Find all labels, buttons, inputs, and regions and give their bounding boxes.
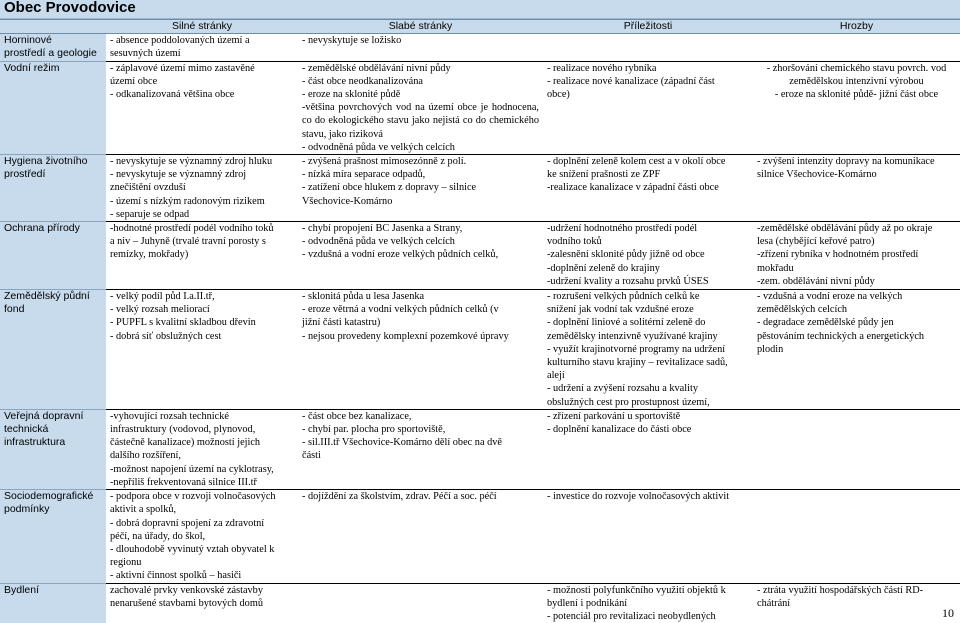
opportunities-cell: - rozrušení velkých půdních celků ke snížení jak vodní tak vzdušné eroze - doplnění liniové a solitérní zeleně do zemědělsky intenzivně využívané krajiny - využít krajinotvorné programy na udržení kulturního stavu krajiny – revitalizace sadů, alejí - udržení a zvýšení rozsahu a kvality obslužných cest pro prostupnost území, [543, 290, 753, 410]
row-category: Sociodemografické podmínky [0, 490, 106, 583]
table-row [0, 490, 960, 583]
opportunities-cell [543, 34, 753, 61]
threats-cell: - zhoršování chemického stavu povrch. vod zemědělskou intenzivní výrobou - eroze na sklonité půdě- jižní část obce [753, 61, 960, 154]
threats-cell: - zvýšení intenzity dopravy na komunikace silnice Všechovice-Komárno [753, 155, 960, 222]
table-row [0, 409, 960, 489]
opportunities-cell: - realizace nového rybníka - realizace nové kanalizace (západní část obce) [543, 61, 753, 154]
row-category: Bydlení [0, 583, 106, 623]
row-category: Zemědělský půdní fond [0, 290, 106, 410]
table-row [0, 222, 960, 290]
row-category: Vodní režim [0, 61, 106, 154]
opportunities-cell: - zřízení parkování u sportoviště - doplnění kanalizace do části obce [543, 409, 753, 489]
row-category: Ochrana přírody [0, 222, 106, 290]
opportunities-cell: - možnosti polyfunkčního využití objektů k bydlení i podnikání - potenciál pro revitalizaci neobydlených [547, 584, 726, 622]
weaknesses-cell: - chybí propojení BC Jasenka a Strany, - odvodněná půda ve velkých celcích - vzdušná a vodní eroze velkých půdních celků, [298, 222, 543, 290]
threats-cell: - vzdušná a vodní eroze na velkých zemědělských celcích - degradace zemědělské půdy jen pěstováním technických a energetických plodin [753, 290, 960, 410]
strengths-cell: - nevyskytuje se významný zdroj hluku - nevyskytuje se významný zdroj znečištění ovzduší - území s nízkým radonovým rizikem - separuje se odpad [106, 155, 298, 222]
weaknesses-cell: - část obce bez kanalizace, - chybí par. plocha pro sportoviště, - sil.III.tř Všechovice-Komárno dělí obec na dvě části [298, 409, 543, 489]
threats-cell [753, 409, 960, 489]
header-weaknesses: Slabé stránky [298, 20, 543, 34]
table-header-row [0, 20, 960, 34]
strengths-cell: zachovalé prvky venkovské zástavby nenarušené stavbami bytových domů [110, 584, 263, 609]
document-title: Obec Provodovice [4, 0, 136, 16]
threats-cell [753, 490, 960, 583]
strengths-cell: - záplavové území mimo zastavěné území obce - odkanalizovaná většina obce [106, 61, 298, 154]
threats-cell: - ztráta využití hospodářských částí RD- chátrání [757, 584, 924, 609]
weaknesses-cell: - dojíždění za školstvím, zdrav. Péčí a soc. péčí [298, 490, 543, 583]
strengths-cell: -vyhovující rozsah technické infrastruktury (vodovod, plynovod, částečně kanalizace) možností jejich dalšího rozšíření, -možnost napojení území na cyklotrasy, -nepříliš frekventovaná silnice III.tř [106, 409, 298, 489]
opportunities-cell: -udržení hodnotného prostředí podél vodního toků -zalesnění sklonité půdy jižně od obce -doplnění zeleně do krajiny -udržení kvality a rozsahu prvků ÚSES [543, 222, 753, 290]
table-row [0, 61, 960, 154]
header-opportunities: Příležitosti [543, 20, 753, 34]
row-category: Horninové prostředí a geologie [0, 34, 106, 61]
row-category: Veřejná dopravní technická infrastruktura [0, 409, 106, 489]
weaknesses-cell: - sklonitá půda u lesa Jasenka - eroze větrná a vodní velkých půdních celků (v jižní části katastru) - nejsou provedeny komplexní pozemkové úpravy [298, 290, 543, 410]
page-number: 10 [942, 606, 954, 620]
opportunities-cell: - investice do rozvoje volnočasových aktivit [543, 490, 753, 583]
weaknesses-cell: - zvýšená prašnost mimosezónně z polí. - nízká míra separace odpadů, - zatížení obce hlukem z dopravy – silnice Všechovice-Komárno [298, 155, 543, 222]
table-row [0, 34, 960, 61]
table-row [0, 155, 960, 222]
swot-table [0, 19, 960, 623]
weaknesses-cell [298, 583, 543, 623]
title-bar [0, 0, 960, 19]
row-category: Hygiena životního prostředí [0, 155, 106, 222]
threats-cell [753, 34, 960, 61]
strengths-cell: -hodnotné prostředí podél vodního toků a niv – Juhyně (trvalé travní porosty s remízky, mokřady) [106, 222, 298, 290]
weaknesses-cell: - zemědělské obdělávání nivní půdy - část obce neodkanalizována - eroze na sklonité půdě -většina povrchových vod na území obce je hodnocena, co do ekologického stavu jako nejistá co do chemického stavu, jako riziková - odvodněná půda ve velkých celcích [298, 61, 543, 154]
header-threats: Hrozby [753, 20, 960, 34]
strengths-cell: - velký podíl půd I.a.II.tř, - velký rozsah meliorací - PUPFL s kvalitní skladbou dřevin - dobrá síť obslužných cest [106, 290, 298, 410]
strengths-cell: - podpora obce v rozvoji volnočasových aktivit a spolků, - dobrá dopravní spojení za zdravotní péčí, na úřady, do škol, - dlouhodobě vyvinutý vztah obyvatel k regionu - aktivní činnost spolků – hasiči [106, 490, 298, 583]
table-row [0, 290, 960, 410]
header-category [0, 20, 106, 34]
weaknesses-cell: - nevyskytuje se ložisko [298, 34, 543, 61]
opportunities-cell: - doplnění zeleně kolem cest a v okolí obce ke snížení prašnosti ze ZPF -realizace kanalizace v západní části obce [543, 155, 753, 222]
table-row [0, 583, 960, 623]
threats-cell: -zemědělské obdělávání půdy až po okraje lesa (chybějící keřové patro) -zřízení rybníka v hodnotném prostředí mokřadu -zem. obdělávání nivní půdy [753, 222, 960, 290]
strengths-cell: - absence poddolovaných území a sesuvných území [106, 34, 298, 61]
header-strengths: Silné stránky [106, 20, 298, 34]
